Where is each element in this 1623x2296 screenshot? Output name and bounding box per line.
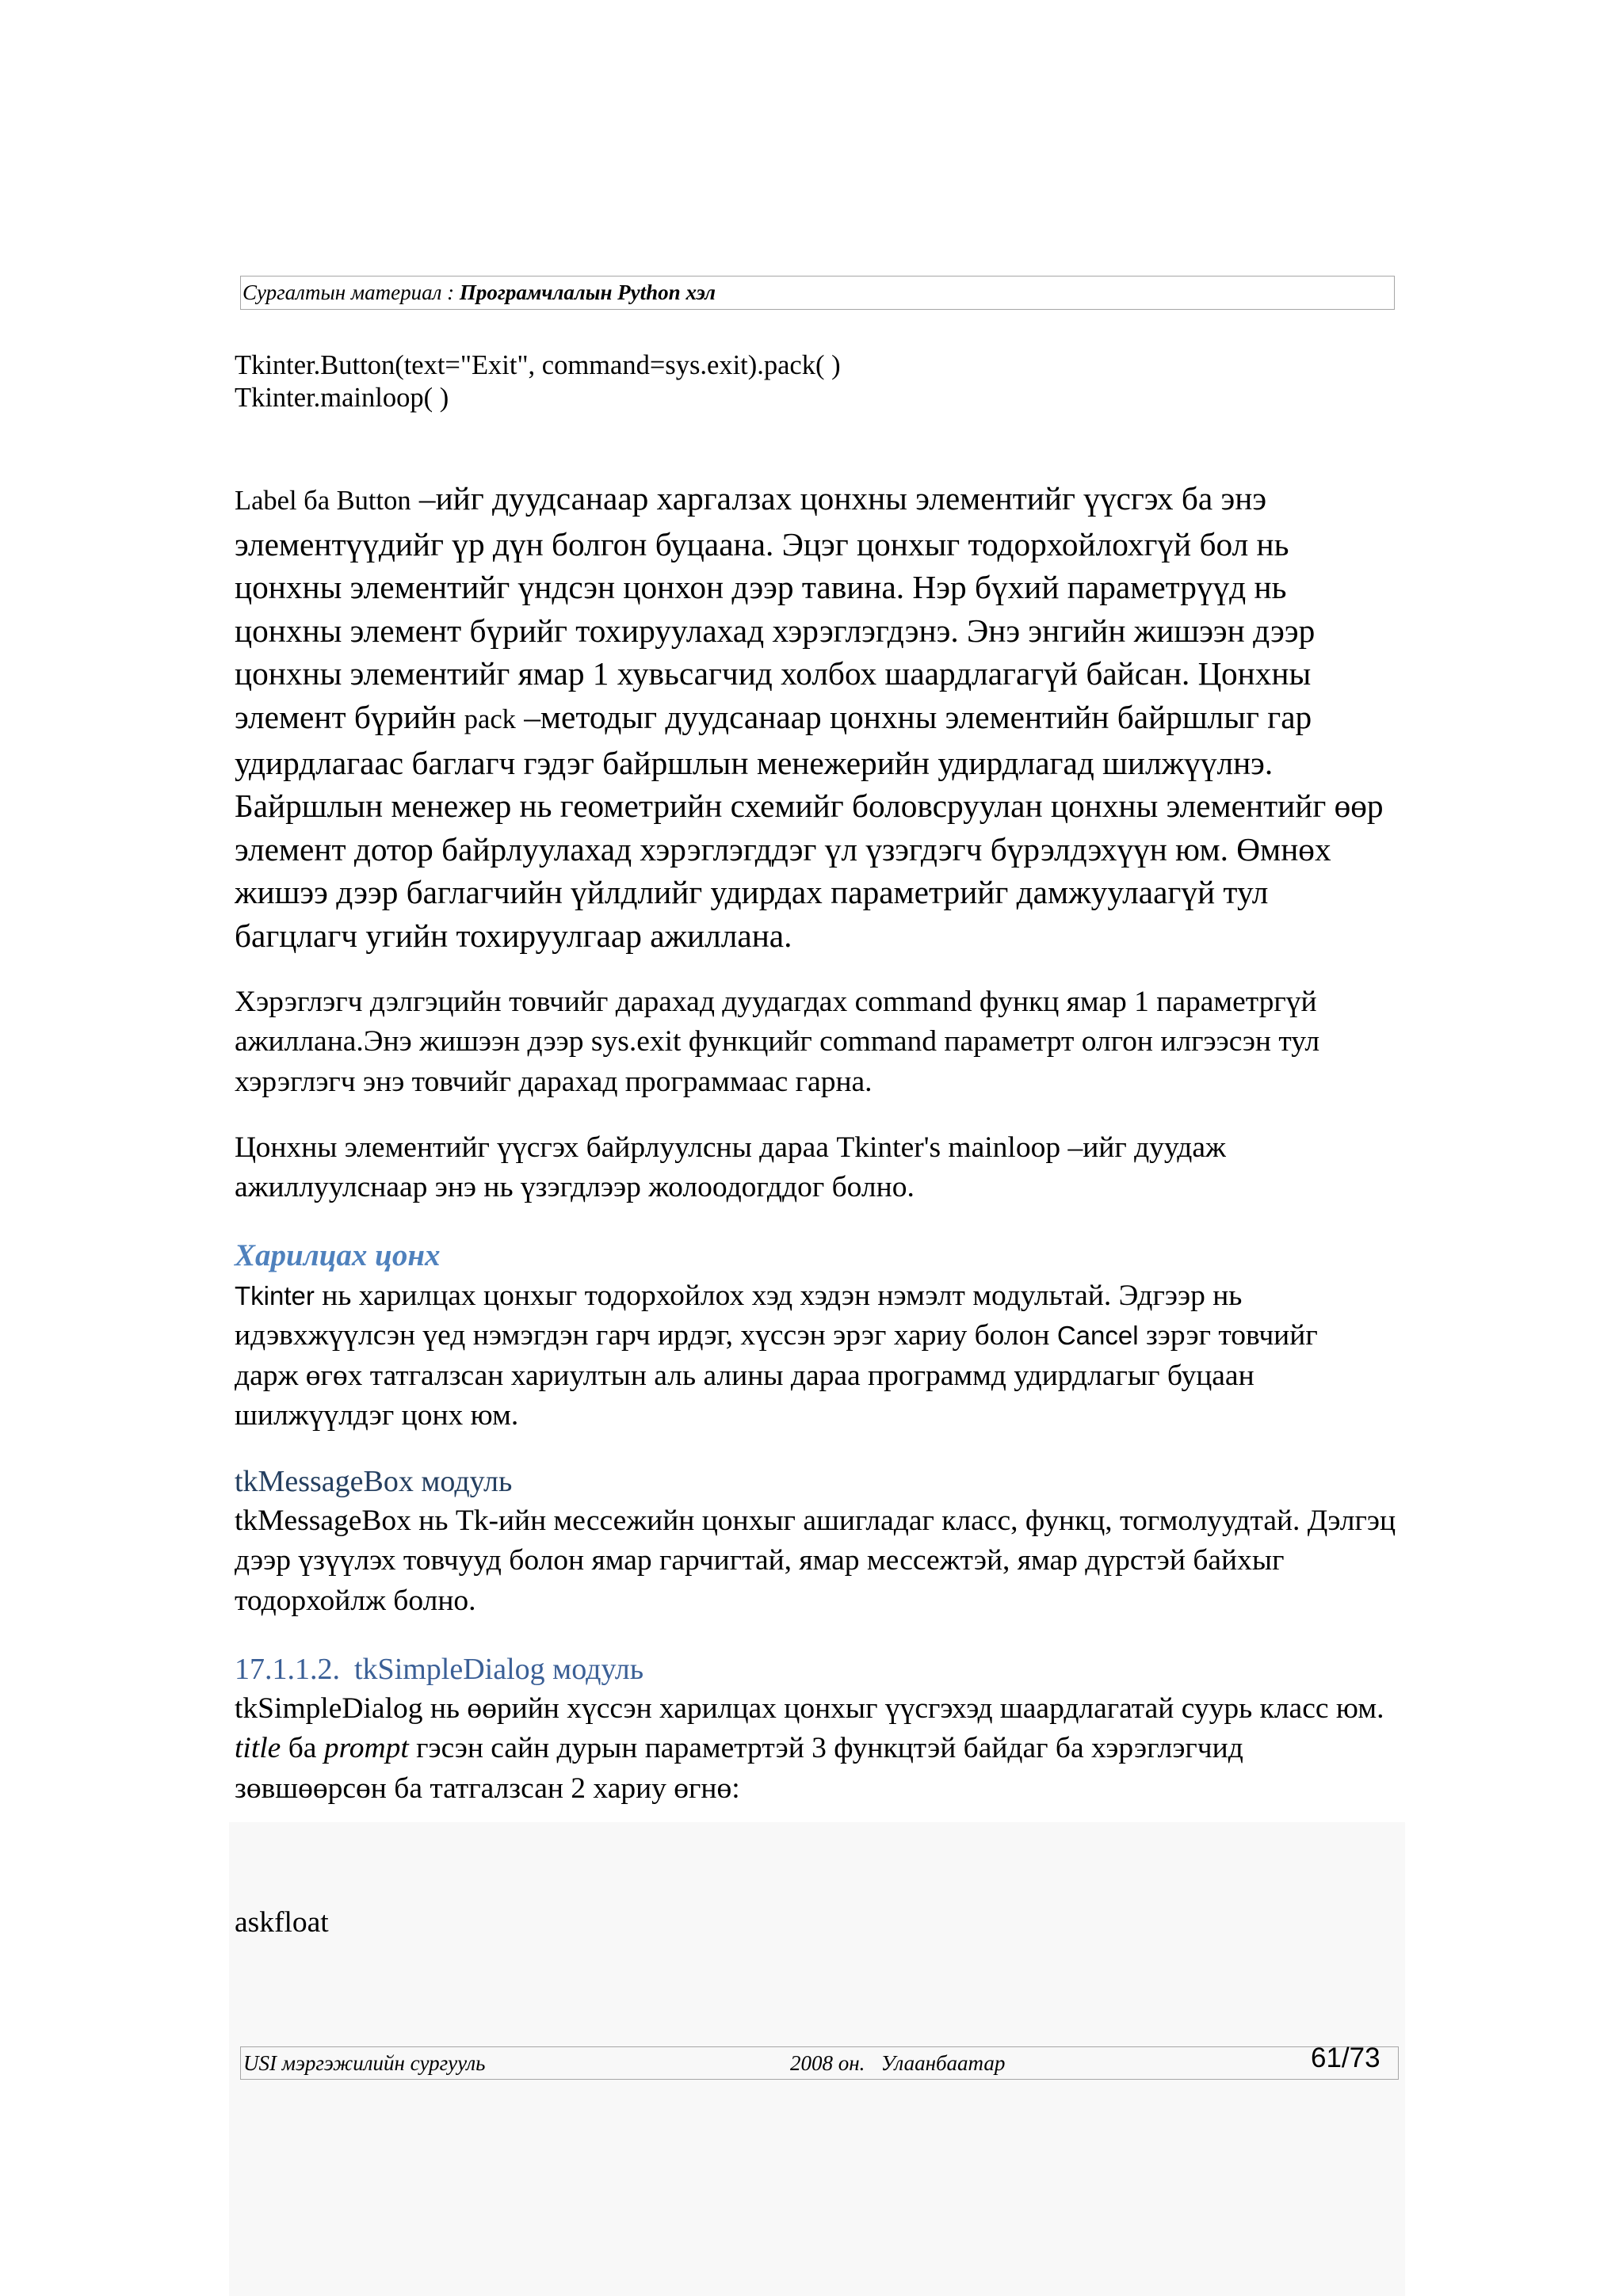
text-run: ба <box>281 1732 324 1765</box>
running-header <box>240 276 1395 310</box>
paragraph-line: Хэрэглэгч дэлгэцийн товчийг дарахад дуудагдах command функц ямар 1 параметргүй <box>235 986 1317 1018</box>
footer-school: USI мэргэжилийн сургууль <box>243 2051 486 2075</box>
text-run: prompt <box>323 1732 409 1765</box>
function-name-askfloat <box>235 1903 329 1943</box>
section-heading-dialog: Харилцах цонх <box>235 1238 441 1272</box>
paragraph-line: дээр үзүүлэх товчууд болон ямар гарчигтай, ямар мессежтэй, ямар дүрстэй байхыг <box>235 1544 1285 1577</box>
text-run: зэрэг товчийг <box>1138 1319 1318 1352</box>
header-title: Програмчлалын Python хэл <box>459 280 716 304</box>
paragraph-line: багцлагч угийн тохируулгаар ажиллана. <box>235 917 792 954</box>
text-run: Cancel <box>1056 1321 1139 1351</box>
paragraph-line: тодорхойлж болно. <box>235 1584 476 1617</box>
text-run: Label ба Button <box>235 486 411 516</box>
paragraph-line: удирдлагаас баглагч гэдэг байршлын менежерийн удирдлагад шилжүүлнэ. <box>235 744 1274 781</box>
footer-place-date: 2008 он. Улаанбаатар <box>790 2051 1006 2075</box>
code-line: Tkinter.Button(text="Exit", command=sys.exit).pack( ) <box>235 350 841 380</box>
paragraph-line: ажиллана.Энэ жишээн дээр sys.exit функцийг command параметрт олгон илгээсэн тул <box>235 1025 1320 1058</box>
paragraph-line: элемент дотор байрлуулахад хэрэглэгддэг үл үзэгдэгч бүрэлдэхүүн юм. Өмнөх <box>235 830 1331 868</box>
paragraph-label-button <box>235 477 1384 958</box>
header-label: Сургалтын материал : <box>242 280 460 304</box>
running-footer <box>240 2042 1399 2080</box>
paragraph-messagebox <box>235 1501 1396 1621</box>
code-snippet <box>235 349 841 414</box>
paragraph-line: Цонхны элементийг үүсгэх байрлуулсны дараа Tkinter's mainloop –ийг дуудаж <box>235 1131 1226 1164</box>
paragraph-line <box>235 477 1384 523</box>
paragraph-dialog <box>235 1276 1318 1436</box>
paragraph-line <box>235 696 1384 742</box>
paragraph-line: элементүүдийг үр дүн болгон буцаана. Эцэг цонхыг тодорхойлохгүй бол нь <box>235 525 1289 563</box>
paragraph-line: зөвшөөрсөн ба татгалзсан 2 хариу өгнө: <box>235 1772 740 1805</box>
paragraph-command <box>235 982 1319 1102</box>
paragraph-line: дарж өгөх татгалзсан хариултын аль алины дараа программд удирдлагыг буцаан <box>235 1359 1254 1392</box>
paragraph-line: цонхны элементийг үндсэн цонхон дээр тавина. Нэр бүхий параметрүүд нь <box>235 569 1287 606</box>
text-run: pack <box>464 704 516 734</box>
paragraph-line: шилжүүлдэг цонх юм. <box>235 1398 519 1432</box>
section-number: 17.1.1.2. <box>235 1653 340 1686</box>
paragraph-line: tkMessageBox нь Tk-ийн мессежийн цонхыг ашигладаг класс, функц, тогмолуудтай. Дэлгэц <box>235 1505 1396 1537</box>
text-run: title <box>235 1732 281 1765</box>
text-run: –методыг дуудсанаар цонхны элементийн байршлыг гар <box>515 698 1312 735</box>
text-run: –ийг дуудсанаар харгалзах цонхны элементийг үүсгэх ба энэ <box>411 480 1267 517</box>
paragraph-line: жишээ дээр баглагчийн үйлдлийг удирдах параметрийг дамжуулаагүй тул <box>235 874 1269 911</box>
section-heading-simpledialog <box>235 1650 643 1689</box>
text-run: Tkinter <box>235 1281 315 1310</box>
paragraph-line: хэрэглэгч энэ товчийг дарахад программаас гарна. <box>235 1065 873 1098</box>
text-run: элемент бүрийн <box>235 698 464 735</box>
section-heading-messagebox: tkMessageBox модуль <box>235 1465 513 1498</box>
paragraph-line: Байршлын менежер нь геометрийн схемийг боловсруулан цонхны элементийг өөр <box>235 788 1384 825</box>
paragraph-line: tkSimpleDialog нь өөрийн хүссэн харилцах цонхыг үүсгэхэд шаардлагатай суурь класс юм. <box>235 1692 1384 1725</box>
paragraph-line: цонхны элементийг ямар 1 хувьсагчид холбох шаардлагагүй байсан. Цонхны <box>235 655 1312 692</box>
section-title: tkSimpleDialog модуль <box>354 1653 644 1686</box>
paragraph-mainloop <box>235 1128 1226 1208</box>
function-name: askfloat <box>235 1906 329 1939</box>
paragraph-line <box>235 1729 1384 1768</box>
page-number: 61/73 <box>1311 2042 1381 2073</box>
paragraph-simpledialog <box>235 1689 1384 1809</box>
code-line: Tkinter.mainloop( ) <box>235 383 449 413</box>
paragraph-line: ажиллуулснаар энэ нь үзэгдлээр жолоодогддог болно. <box>235 1171 915 1204</box>
text-run: гэсэн сайн дурын параметртэй 3 функцтэй байдаг ба хэрэглэгчид <box>408 1732 1243 1765</box>
text-run: нь харилцах цонхыг тодорхойлох хэд хэдэн нэмэлт модультай. Эдгээр нь <box>314 1280 1243 1312</box>
paragraph-line <box>235 1276 1318 1316</box>
text-run: идэвхжүүлсэн үед нэмэгдэн гарч ирдэг, хүссэн эрэг хариу болон <box>235 1319 1057 1352</box>
paragraph-line <box>235 1316 1318 1356</box>
paragraph-line: цонхны элемент бүрийг тохируулахад хэрэглэгдэнэ. Энэ энгийн жишээн дээр <box>235 612 1316 649</box>
